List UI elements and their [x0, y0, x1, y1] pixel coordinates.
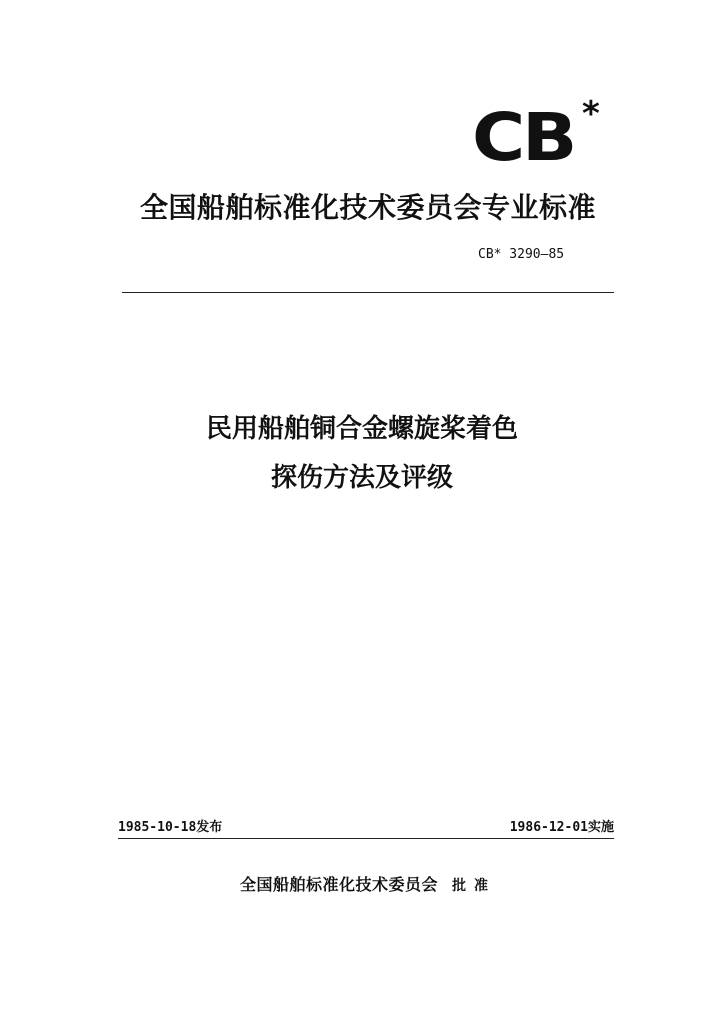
logo-star-mark: *: [582, 94, 600, 134]
committee-title: 全国船舶标准化技术委员会专业标准: [140, 191, 597, 224]
logo-letters: CB: [472, 99, 575, 176]
header-divider: [122, 292, 614, 293]
cb-logo: [472, 94, 612, 178]
implementation-date: 1986-12-01实施: [509, 820, 614, 835]
standard-number: CB* 3290—85: [478, 247, 565, 262]
approver-name: 全国船舶标准化技术委员会: [240, 875, 439, 894]
footer-divider: [118, 838, 614, 839]
document-title-line-2: 探伤方法及评级: [270, 463, 453, 493]
approval-line: [240, 874, 496, 897]
approved-label: 批准: [452, 878, 497, 894]
issue-date: 1985-10-18发布: [118, 820, 223, 835]
document-title-line-1: 民用船舶铜合金螺旋桨着色: [205, 414, 518, 444]
